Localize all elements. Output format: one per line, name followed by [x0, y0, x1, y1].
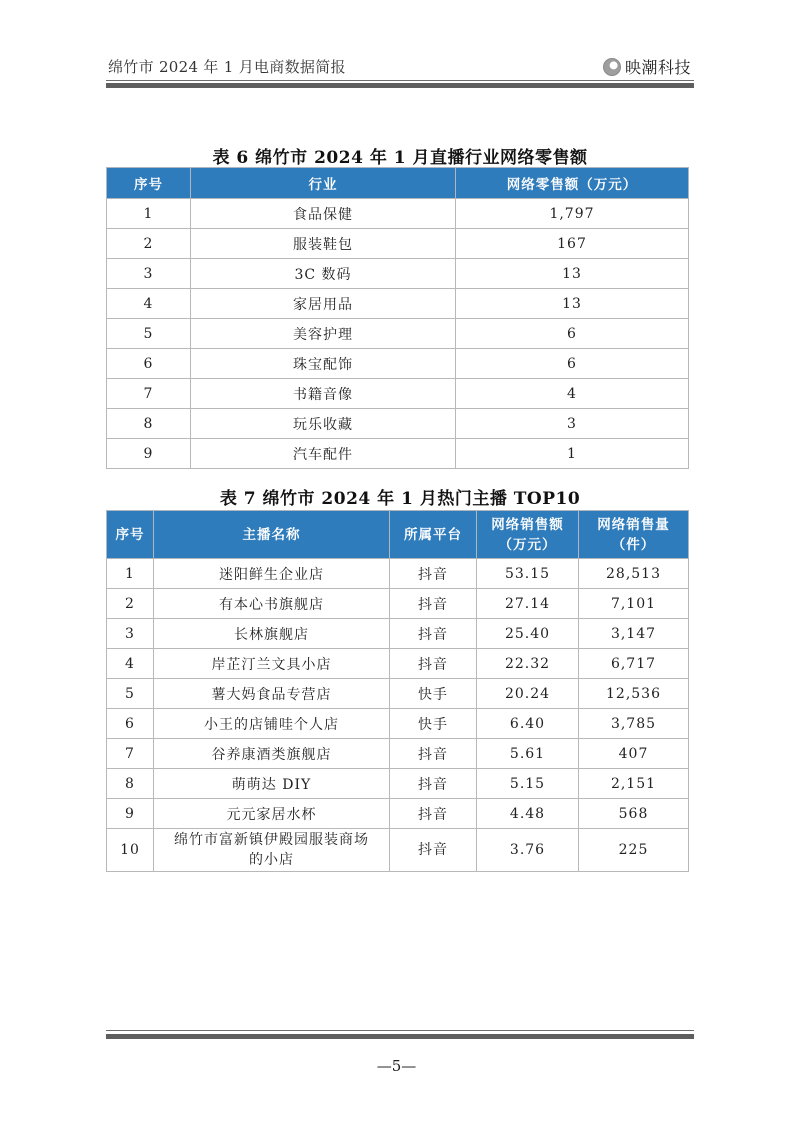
table6-cell: 13	[456, 259, 689, 289]
table7-cell: 2	[107, 589, 154, 619]
table6-cell: 7	[107, 379, 191, 409]
table7-cell: 8	[107, 769, 154, 799]
table7-cell: 12,536	[579, 679, 689, 709]
table7-column-header: 主播名称	[154, 511, 390, 559]
table6-cell: 汽车配件	[191, 439, 456, 469]
table7-cell: 3,147	[579, 619, 689, 649]
table6-cell: 9	[107, 439, 191, 469]
table7-cell: 抖音	[390, 619, 477, 649]
table6-cell: 食品保健	[191, 199, 456, 229]
table7-column-header: 网络销售量 （件）	[579, 511, 689, 559]
table6-cell: 167	[456, 229, 689, 259]
table6-cell: 2	[107, 229, 191, 259]
table7-caption: 表 7 绵竹市 2024 年 1 月热门主播 TOP10	[219, 489, 581, 509]
table6-cell: 美容护理	[191, 319, 456, 349]
table6-caption: 表 6 绵竹市 2024 年 1 月直播行业网络零售额	[212, 148, 588, 168]
table7-cell: 407	[579, 739, 689, 769]
table6-cell: 家居用品	[191, 289, 456, 319]
header-rule-thin	[106, 80, 694, 81]
table7-cell: 10	[107, 829, 154, 872]
table7-cell: 1	[107, 559, 154, 589]
table6-cell: 5	[107, 319, 191, 349]
table7-cell: 27.14	[477, 589, 579, 619]
table7-cell: 抖音	[390, 829, 477, 872]
table6-cell: 4	[456, 379, 689, 409]
table6-row	[107, 199, 689, 229]
table7-cell: 6,717	[579, 649, 689, 679]
table7-cell: 绵竹市富新镇伊殿园服装商场 的小店	[154, 829, 390, 872]
table7-cell: 22.32	[477, 649, 579, 679]
table6-cell: 8	[107, 409, 191, 439]
table7-column-header: 序号	[107, 511, 154, 559]
table7-cell: 4	[107, 649, 154, 679]
table6-cell: 13	[456, 289, 689, 319]
table7-cell: 6	[107, 709, 154, 739]
brand-name: 映潮科技	[625, 58, 692, 77]
report-title: 绵竹市 2024 年 1 月电商数据简报	[108, 58, 346, 76]
table6-cell: 3	[107, 259, 191, 289]
table7-cell: 快手	[390, 709, 477, 739]
table7-row	[107, 739, 689, 769]
table6-row	[107, 319, 689, 349]
table7-cell: 53.15	[477, 559, 579, 589]
table7-cell: 萌萌达 DIY	[154, 769, 390, 799]
table6-cell: 1	[107, 199, 191, 229]
table7-cell: 快手	[390, 679, 477, 709]
brand-logo-icon	[603, 58, 621, 76]
table6-cell: 3C 数码	[191, 259, 456, 289]
table7-cell: 20.24	[477, 679, 579, 709]
table6-row	[107, 229, 689, 259]
brand	[603, 55, 691, 78]
table7-cell: 抖音	[390, 739, 477, 769]
table7-row	[107, 679, 689, 709]
table7-cell: 抖音	[390, 769, 477, 799]
table7-cell: 5.15	[477, 769, 579, 799]
table7-cell: 9	[107, 799, 154, 829]
table7-row	[107, 829, 689, 872]
table7-row	[107, 559, 689, 589]
table6-cell: 书籍音像	[191, 379, 456, 409]
table7	[106, 510, 689, 872]
table7-cell: 7,101	[579, 589, 689, 619]
table7-row	[107, 589, 689, 619]
table7-cell: 抖音	[390, 799, 477, 829]
table6-cell: 1,797	[456, 199, 689, 229]
table7-cell: 抖音	[390, 649, 477, 679]
table6-header-row	[107, 168, 689, 199]
table7-cell: 小王的店铺哇个人店	[154, 709, 390, 739]
table6-cell: 6	[456, 319, 689, 349]
table7-cell: 5.61	[477, 739, 579, 769]
table7-cell: 4.48	[477, 799, 579, 829]
table7-cell: 抖音	[390, 559, 477, 589]
table7-cell: 28,513	[579, 559, 689, 589]
table7-column-header: 所属平台	[390, 511, 477, 559]
footer-rule-thick	[106, 1034, 694, 1039]
table7-cell: 6.40	[477, 709, 579, 739]
table7-cell: 5	[107, 679, 154, 709]
table6-row	[107, 439, 689, 469]
table6-column-header: 行业	[191, 168, 456, 199]
table7-cell: 3,785	[579, 709, 689, 739]
table7-cell: 长林旗舰店	[154, 619, 390, 649]
table7-cell: 岸芷汀兰文具小店	[154, 649, 390, 679]
table7-row	[107, 709, 689, 739]
table6-cell: 珠宝配饰	[191, 349, 456, 379]
table6-row	[107, 259, 689, 289]
table7-cell: 7	[107, 739, 154, 769]
table7-row	[107, 619, 689, 649]
table6-row	[107, 379, 689, 409]
table6-cell: 服装鞋包	[191, 229, 456, 259]
table7-cell: 3.76	[477, 829, 579, 872]
table7-cell: 3	[107, 619, 154, 649]
table6	[106, 167, 689, 469]
header-rule-thick	[106, 83, 694, 88]
table6-cell: 3	[456, 409, 689, 439]
page-number: —5—	[376, 1057, 417, 1075]
table6-cell: 1	[456, 439, 689, 469]
table7-cell: 有本心书旗舰店	[154, 589, 390, 619]
table6-cell: 4	[107, 289, 191, 319]
table6-row	[107, 289, 689, 319]
table7-cell: 薯大妈食品专营店	[154, 679, 390, 709]
table6-column-header: 网络零售额（万元）	[456, 168, 689, 199]
table6-row	[107, 349, 689, 379]
footer-rule-thin	[106, 1030, 694, 1031]
table7-cell: 2,151	[579, 769, 689, 799]
table7-column-header: 网络销售额 （万元）	[477, 511, 579, 559]
table6-cell: 6	[456, 349, 689, 379]
table6-column-header: 序号	[107, 168, 191, 199]
table7-cell: 元元家居水杯	[154, 799, 390, 829]
table7-cell: 225	[579, 829, 689, 872]
table7-header-row	[107, 511, 689, 559]
table7-row	[107, 649, 689, 679]
table7-row	[107, 799, 689, 829]
table6-cell: 6	[107, 349, 191, 379]
table7-cell: 568	[579, 799, 689, 829]
table7-cell: 抖音	[390, 589, 477, 619]
table6-cell: 玩乐收藏	[191, 409, 456, 439]
table7-cell: 谷养康酒类旗舰店	[154, 739, 390, 769]
table7-cell: 迷阳鲜生企业店	[154, 559, 390, 589]
table7-row	[107, 769, 689, 799]
table7-cell: 25.40	[477, 619, 579, 649]
table6-row	[107, 409, 689, 439]
